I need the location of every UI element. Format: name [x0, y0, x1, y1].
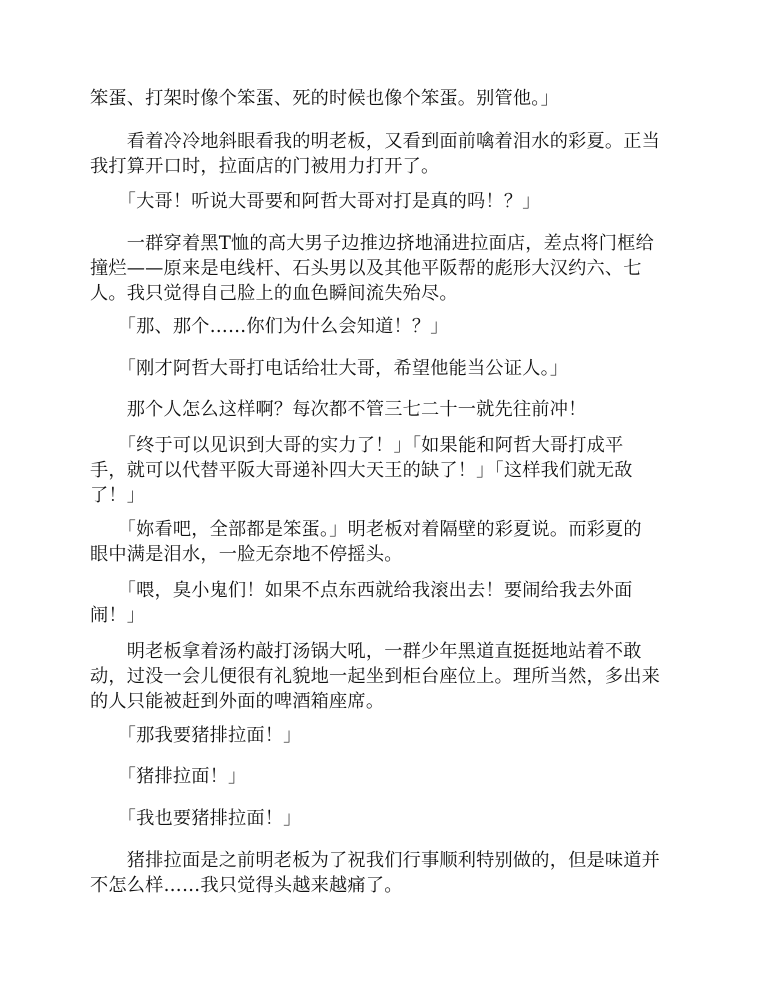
text-line: 看着冷冷地斜眼看我的明老板，又看到面前噙着泪水的彩夏。正当	[90, 131, 661, 152]
paragraph-11	[90, 639, 666, 714]
paragraph-1	[90, 86, 666, 111]
text-line: 人。我只觉得自己脸上的血色瞬间流失殆尽。	[90, 283, 458, 304]
text-line: 「喂，臭小鬼们！如果不点东西就给我滚出去！要闹给我去外面	[90, 580, 633, 601]
text-line: 猪排拉面是之前明老板为了祝我们行事顺利特别做的，但是味道并	[90, 850, 661, 871]
paragraph-9	[90, 517, 666, 567]
text-line: 「大哥！听说大哥要和阿哲大哥对打是真的吗！？」	[90, 191, 541, 212]
text-line: 撞烂——原来是电线杆、石头男以及其他平阪帮的彪形大汉约六、七	[90, 258, 642, 279]
paragraph-8	[90, 433, 666, 508]
paragraph-7	[90, 397, 666, 422]
text-line: 「妳看吧，全部都是笨蛋。」明老板对着隔壁的彩夏说。而彩夏的	[90, 519, 642, 540]
paragraph-15	[90, 848, 666, 898]
text-line: 「猪排拉面！」	[90, 766, 247, 787]
text-line: 「那我要猪排拉面！」	[90, 725, 302, 746]
text-line: 手，就可以代替平阪大哥递补四大天王的缺了！」「这样我们就无敌	[90, 460, 633, 481]
paragraph-4	[90, 231, 666, 306]
text-line: 我打算开口时，拉面店的门被用力打开了。	[90, 156, 440, 177]
text-line: 「刚才阿哲大哥打电话给壮大哥，希望他能当公证人。」	[90, 358, 569, 379]
paragraph-13	[90, 764, 666, 789]
text-line: 一群穿着黑T恤的高大男子边推边挤地涌进拉面店，差点将门框给	[90, 233, 654, 254]
text-line: 明老板拿着汤杓敲打汤锅大吼，一群少年黑道直挺挺地站着不敢	[90, 641, 642, 662]
text-line: 笨蛋、打架时像个笨蛋、死的时候也像个笨蛋。别管他。」	[90, 88, 559, 109]
text-line: 那个人怎么这样啊？每次都不管三七二十一就先往前冲！	[90, 399, 587, 420]
paragraph-2	[90, 129, 666, 179]
text-line: 的人只能被赶到外面的啤酒箱座席。	[90, 691, 385, 712]
text-line: 闹！」	[90, 605, 146, 626]
paragraph-6	[90, 356, 666, 381]
text-line: 「那、那个……你们为什么会知道！？」	[90, 316, 449, 337]
text-line: 「我也要猪排拉面！」	[90, 808, 302, 829]
paragraph-12	[90, 723, 666, 748]
paragraph-14	[90, 806, 666, 831]
text-line: 了！」	[90, 485, 146, 506]
text-line: 「终于可以见识到大哥的实力了！」「如果能和阿哲大哥打成平	[90, 435, 624, 456]
text-line: 眼中满是泪水，一脸无奈地不停摇头。	[90, 544, 403, 565]
paragraph-5	[90, 314, 666, 339]
text-line: 不怎么样……我只觉得头越来越痛了。	[90, 875, 403, 896]
text-line: 动，过没一会儿便很有礼貌地一起坐到柜台座位上。理所当然，多出来	[90, 666, 661, 687]
paragraph-10	[90, 578, 666, 628]
paragraph-3	[90, 189, 666, 214]
